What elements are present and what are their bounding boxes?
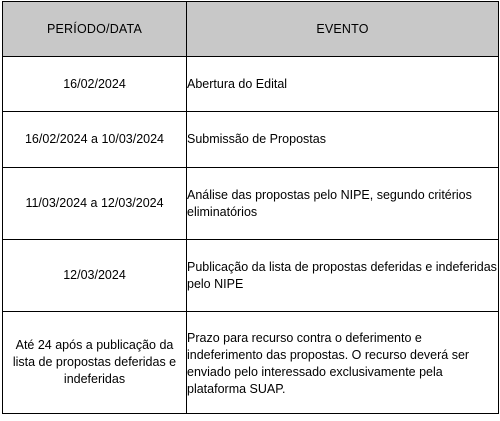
period-cell: 12/03/2024 [3,240,187,312]
event-cell: Análise das propostas pelo NIPE, segundo critérios eliminatórios [187,168,499,240]
table-row [3,240,499,312]
table-row [3,312,499,414]
event-cell: Prazo para recurso contra o deferimento e indeferimento das propostas. O recurso deverá ser enviado pelo interessado exclusivamente pela plataforma SUAP. [187,312,499,414]
table-row [3,112,499,168]
header-row [3,2,499,57]
period-cell: 16/02/2024 a 10/03/2024 [3,112,187,168]
period-cell: 11/03/2024 a 12/03/2024 [3,168,187,240]
table-row [3,168,499,240]
header-event: EVENTO [187,2,499,57]
event-cell: Abertura do Edital [187,57,499,112]
period-cell: 16/02/2024 [3,57,187,112]
table-row [3,57,499,112]
period-cell: Até 24 após a publicação da lista de propostas deferidas e indeferidas [3,312,187,414]
event-cell: Submissão de Propostas [187,112,499,168]
event-cell: Publicação da lista de propostas deferidas e indeferidas pelo NIPE [187,240,499,312]
header-period: PERÍODO/DATA [3,2,187,57]
schedule-table [2,1,499,414]
